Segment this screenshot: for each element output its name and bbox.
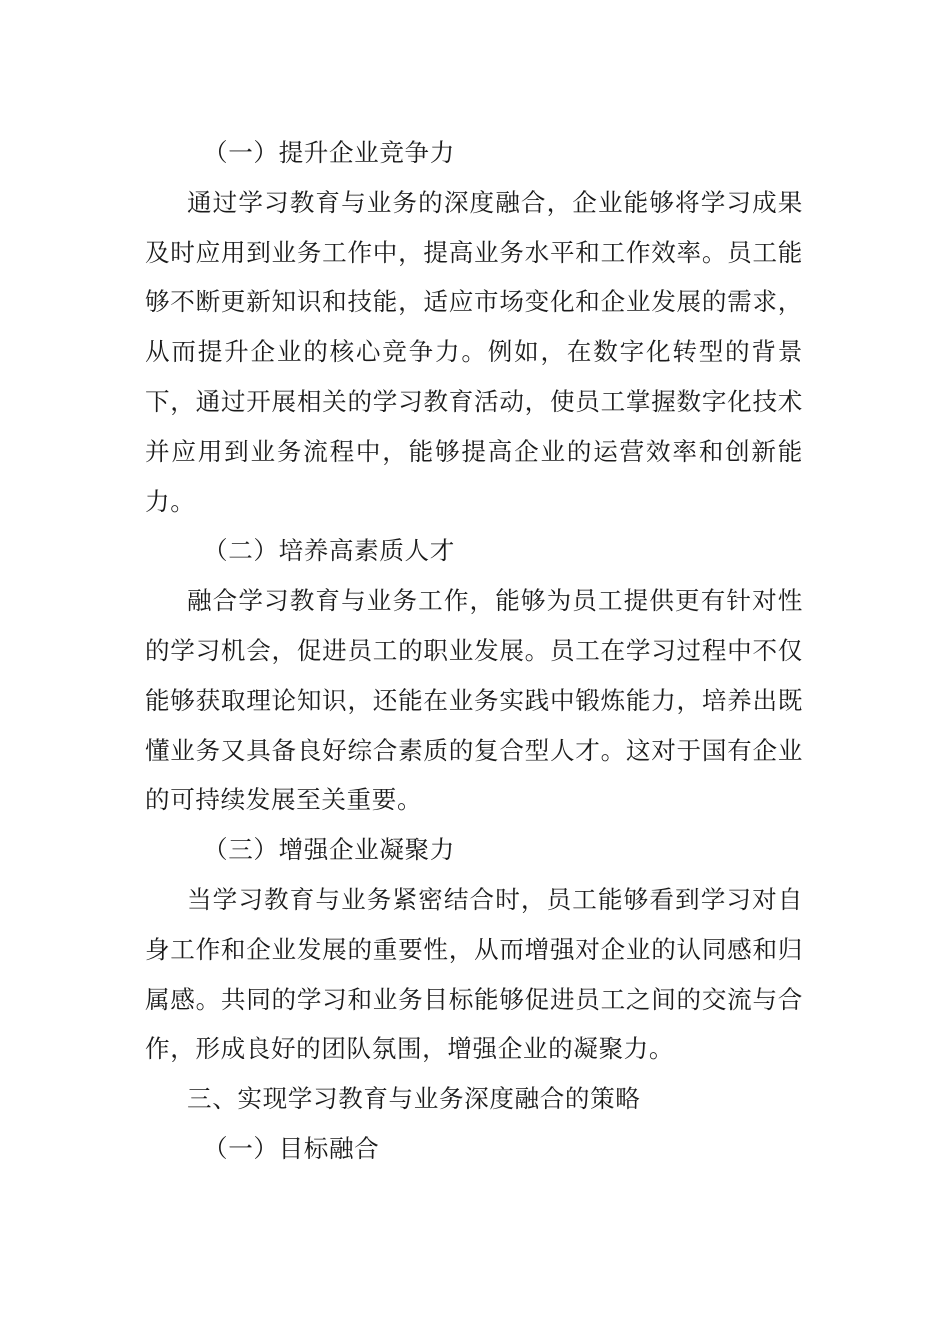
chapter-heading-strategy: 三、实现学习教育与业务深度融合的策略: [187, 1084, 641, 1114]
document-body: [145, 128, 803, 1174]
section-heading-competitiveness: （一）提升企业竞争力: [203, 138, 455, 167]
section-heading-goal-integration: （一）目标融合: [203, 1133, 380, 1163]
section-heading-cohesion: （三）增强企业凝聚力: [203, 835, 455, 865]
paragraph-competitiveness: 通过学习教育与业务的深度融合，企业能够将学习成果及时应用到业务工作中，提高业务水平和工作效率。员工能够不断更新知识和技能，适应市场变化和企业发展的需求，从而提升企业的核心竞争力。例如，在数字化转型的背景下，通过开展相关的学习教育活动，使员工掌握数字化技术并应用到业务流程中，能够提高企业的运营效率和创新能力。: [145, 187, 803, 516]
paragraph-talent: 融合学习教育与业务工作，能够为员工提供更有针对性的学习机会，促进员工的职业发展。员工在学习过程中不仅能够获取理论知识，还能在业务实践中锻炼能力，培养出既懂业务又具备良好综合素质的复合型人才。这对于国有企业的可持续发展至关重要。: [145, 586, 803, 815]
paragraph-cohesion: 当学习教育与业务紧密结合时，员工能够看到学习对自身工作和企业发展的重要性，从而增强对企业的认同感和归属感。共同的学习和业务目标能够促进员工之间的交流与合作，形成良好的团队氛围，增强企业的凝聚力。: [145, 884, 803, 1064]
section-heading-talent: （二）培养高素质人才: [203, 536, 455, 566]
